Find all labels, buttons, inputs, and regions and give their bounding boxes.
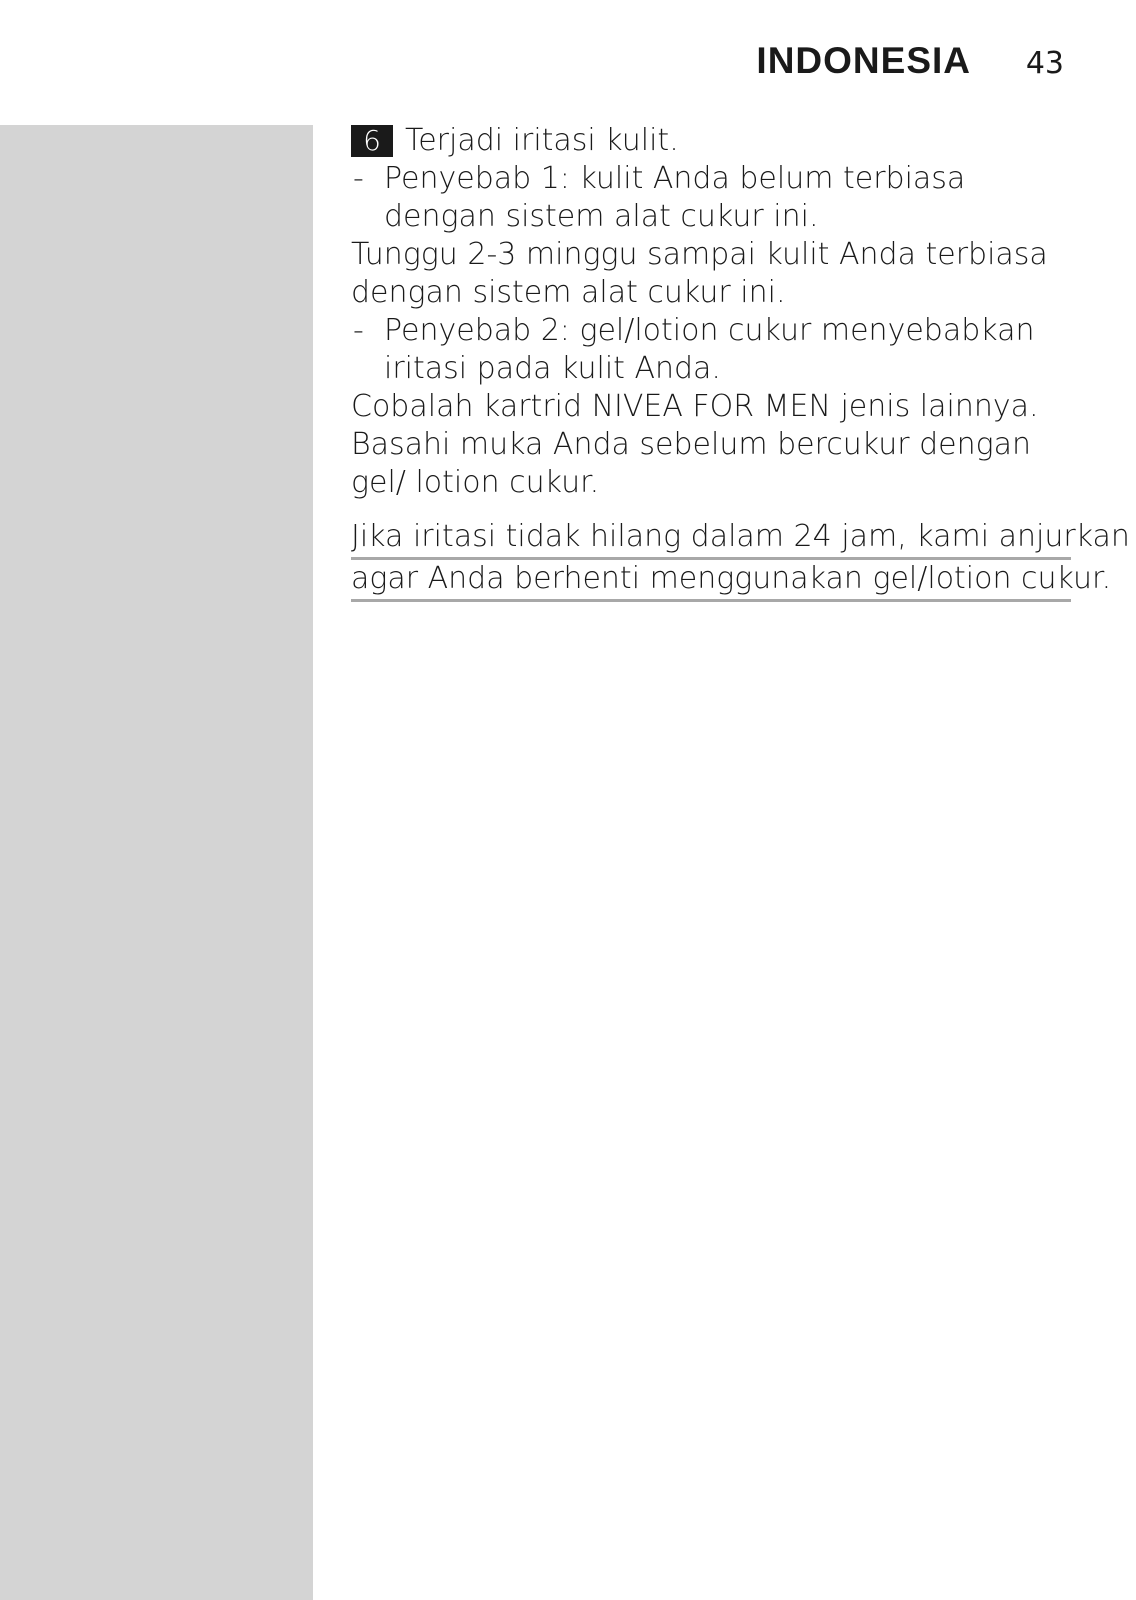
cause-1-text: Penyebab 1: kulit Anda belum terbiasa dengan sistem alat cukur ini. <box>384 161 966 234</box>
step-title: Terjadi iritasi kulit. <box>405 123 679 158</box>
warning-line-1: Jika iritasi tidak hilang dalam 24 jam, kami anjurkan <box>351 518 1071 560</box>
dash-bullet: - <box>353 161 364 196</box>
cause-2-item <box>351 312 1071 388</box>
step-heading <box>351 122 1071 160</box>
cause-2-text: Penyebab 2: gel/lotion cukur menyebabkan iritasi pada kulit Anda. <box>384 313 1035 386</box>
dash-bullet: - <box>353 313 364 348</box>
step-number-badge: 6 <box>351 125 393 157</box>
cause-1-item <box>351 160 1071 236</box>
page-number: 43 <box>1025 46 1064 81</box>
main-content <box>351 122 1130 602</box>
warning-line-2: agar Anda berhenti menggunakan gel/lotion cukur. <box>351 560 1071 602</box>
solution-2a-text: Cobalah kartrid NIVEA FOR MEN jenis lainnya. <box>351 389 1039 424</box>
solution-2b-text: Basahi muka Anda sebelum bercukur dengan gel/ lotion cukur. <box>351 427 1032 500</box>
solution-1-text: Tunggu 2-3 minggu sampai kulit Anda terbiasa dengan sistem alat cukur ini. <box>351 237 1048 310</box>
header-language: INDONESIA <box>756 40 971 81</box>
warning-note <box>351 518 1130 602</box>
gray-sidebar <box>0 125 313 1600</box>
